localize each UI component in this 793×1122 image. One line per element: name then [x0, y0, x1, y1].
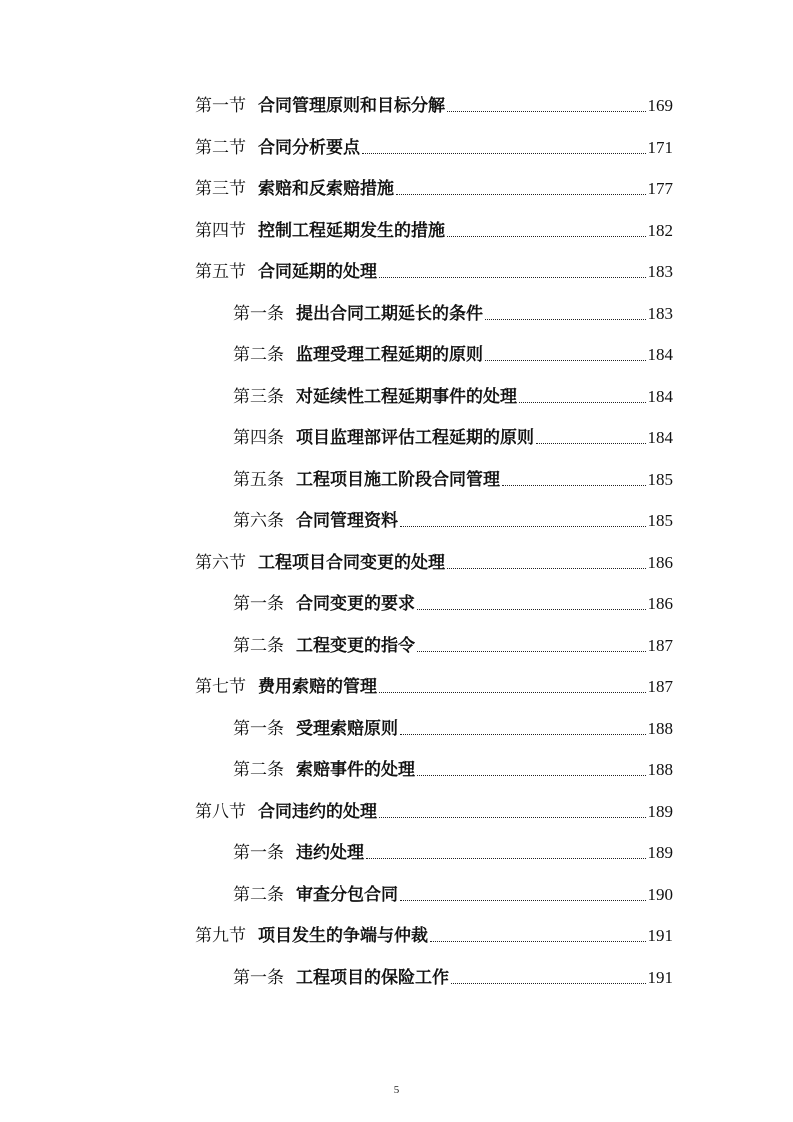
toc-dot-leader [485, 317, 646, 320]
toc-dot-leader [430, 939, 646, 942]
toc-entry-number: 第五条 [233, 469, 284, 490]
toc-dot-leader [362, 151, 646, 154]
toc-entry-number: 第九节 [195, 926, 246, 946]
toc-entry[interactable] [195, 672, 673, 698]
toc-entry-page: 189 [647, 843, 673, 862]
toc-entry-page: 186 [647, 594, 673, 613]
toc-entry-number: 第七节 [195, 677, 246, 697]
toc-entry[interactable] [195, 174, 673, 200]
toc-dot-leader [396, 192, 646, 195]
toc-entry-number: 第一条 [233, 718, 284, 739]
toc-entry-page: 184 [647, 345, 673, 364]
toc-entry-page: 169 [647, 96, 673, 115]
toc-entry-number: 第四节 [195, 220, 246, 241]
toc-entry-title: 控制工程延期发生的措施 [258, 220, 445, 241]
toc-entry-title: 审查分包合同 [296, 884, 398, 905]
toc-entry-page: 184 [647, 428, 673, 447]
toc-entry-page: 185 [647, 469, 673, 489]
toc-dot-leader [379, 815, 646, 818]
toc-entry-page: 184 [647, 386, 673, 406]
toc-dot-leader [417, 649, 646, 652]
toc-entry-number: 第一条 [233, 303, 284, 324]
toc-entry-page: 191 [647, 926, 673, 945]
toc-entry-number: 第六节 [195, 552, 246, 573]
toc-entry-number: 第一条 [233, 843, 284, 863]
toc-entry-title: 索赔事件的处理 [296, 760, 415, 780]
toc-entry-page: 186 [647, 552, 673, 572]
toc-entry[interactable] [195, 797, 673, 823]
toc-entry[interactable] [233, 880, 673, 906]
toc-dot-leader [447, 234, 646, 237]
toc-entry[interactable] [233, 340, 673, 366]
toc-entry[interactable] [233, 755, 673, 781]
toc-entry[interactable] [195, 921, 673, 947]
toc-entry-number: 第四条 [233, 428, 284, 448]
toc-entry-title: 工程项目施工阶段合同管理 [296, 469, 500, 490]
toc-entry-title: 工程项目的保险工作 [296, 967, 449, 988]
toc-entry-number: 第一节 [195, 96, 246, 116]
toc-entry-title: 项目监理部评估工程延期的原则 [296, 428, 534, 448]
toc-dot-leader [451, 981, 646, 984]
toc-entry-page: 187 [647, 635, 673, 655]
toc-entry-number: 第五节 [195, 262, 246, 282]
toc-entry-number: 第二条 [233, 760, 284, 780]
toc-dot-leader [447, 566, 646, 569]
toc-entry-page: 188 [647, 718, 673, 738]
toc-entry-title: 监理受理工程延期的原则 [296, 345, 483, 365]
toc-dot-leader [400, 524, 646, 527]
toc-dot-leader [379, 275, 646, 278]
toc-entry[interactable] [233, 589, 673, 615]
toc-entry-title: 对延续性工程延期事件的处理 [296, 386, 517, 407]
toc-entry[interactable] [195, 133, 673, 159]
toc-entry-page: 185 [647, 511, 673, 530]
toc-entry[interactable] [233, 382, 673, 408]
toc-dot-leader [447, 109, 646, 112]
toc-entry-title: 合同延期的处理 [258, 262, 377, 282]
toc-entry[interactable] [233, 631, 673, 657]
toc-entry-number: 第二条 [233, 345, 284, 365]
toc-entry-page: 189 [647, 801, 673, 821]
toc-entry-title: 索赔和反索赔措施 [258, 179, 394, 199]
toc-dot-leader [519, 400, 646, 403]
toc-dot-leader [417, 607, 646, 610]
toc-entry-page: 191 [647, 967, 673, 987]
toc-entry[interactable] [233, 299, 673, 325]
toc-entry-number: 第三节 [195, 179, 246, 199]
toc-entry-number: 第八节 [195, 801, 246, 822]
toc-entry-page: 187 [647, 677, 673, 696]
toc-entry-title: 违约处理 [296, 843, 364, 863]
toc-entry[interactable] [195, 91, 673, 117]
toc-entry-number: 第二条 [233, 635, 284, 656]
toc-dot-leader [366, 856, 646, 859]
toc-entry-page: 188 [647, 760, 673, 779]
toc-entry[interactable] [233, 465, 673, 491]
toc-entry-title: 合同管理资料 [296, 511, 398, 531]
toc-entry-page: 183 [647, 262, 673, 281]
page-number: 5 [393, 1084, 400, 1096]
toc-entry[interactable] [233, 714, 673, 740]
toc-entry-title: 合同管理原则和目标分解 [258, 96, 445, 116]
toc-entry-title: 提出合同工期延长的条件 [296, 303, 483, 324]
toc-dot-leader [400, 732, 646, 735]
toc-dot-leader [485, 358, 646, 361]
toc-dot-leader [400, 898, 646, 901]
toc-entry-page: 177 [647, 179, 673, 198]
toc-entry-title: 工程项目合同变更的处理 [258, 552, 445, 573]
toc-entry[interactable] [233, 838, 673, 864]
toc-entry-title: 项目发生的争端与仲裁 [258, 926, 428, 946]
toc-entry-title: 工程变更的指令 [296, 635, 415, 656]
toc-entry-number: 第六条 [233, 511, 284, 531]
toc-entry-number: 第二节 [195, 137, 246, 158]
toc-entry-number: 第二条 [233, 884, 284, 905]
toc-entry-page: 182 [647, 220, 673, 240]
toc-entry-title: 受理索赔原则 [296, 718, 398, 739]
toc-entry[interactable] [233, 963, 673, 989]
toc-dot-leader [502, 483, 646, 486]
toc-entry-title: 费用索赔的管理 [258, 677, 377, 697]
toc-entry[interactable] [195, 216, 673, 242]
toc-entry-page: 190 [647, 884, 673, 904]
toc-entry-page: 171 [647, 137, 673, 157]
toc-entry-page: 183 [647, 303, 673, 323]
toc-entry-number: 第一条 [233, 967, 284, 988]
toc-dot-leader [417, 773, 646, 776]
toc-entry[interactable] [195, 548, 673, 574]
toc-entry-number: 第三条 [233, 386, 284, 407]
toc-entry[interactable] [195, 257, 673, 283]
toc-entry-number: 第一条 [233, 594, 284, 614]
toc-dot-leader [379, 690, 646, 693]
toc-entry[interactable] [233, 506, 673, 532]
toc-dot-leader [536, 441, 646, 444]
toc-entry-title: 合同违约的处理 [258, 801, 377, 822]
toc-entry-title: 合同变更的要求 [296, 594, 415, 614]
toc-entry-title: 合同分析要点 [258, 137, 360, 158]
toc-entry[interactable] [233, 423, 673, 449]
